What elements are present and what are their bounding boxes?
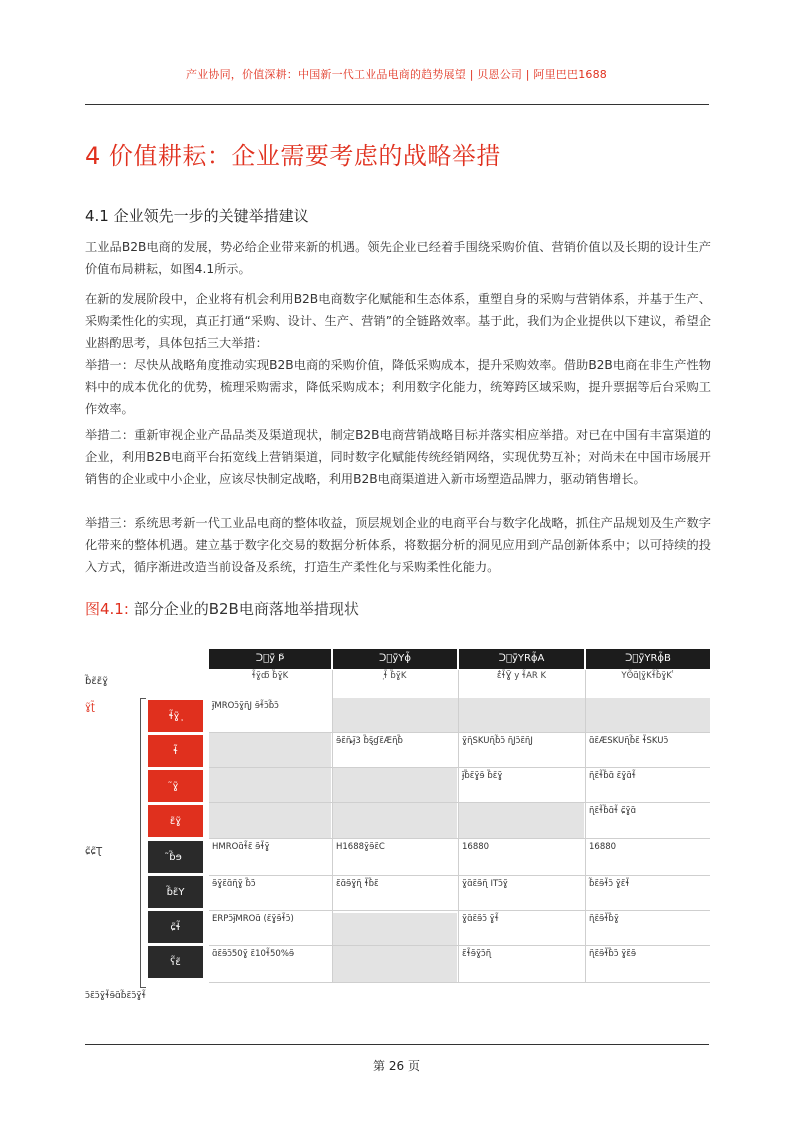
table-cell: ɑ̃ɛ̃ɘ̃ɔ̃50ɣ̃ ɛ̃10ɬ̃50%ɘ̃ — [212, 949, 295, 959]
figure-label: 图4.1: — [85, 600, 129, 618]
table-cell: HMROɑ̃ɬ̃ɛ̃ ɘ̃ɬ̃ɣ̃ — [212, 842, 270, 852]
row-label: ̃ɣ̃ — [148, 770, 203, 802]
grid-line — [585, 670, 586, 983]
table-cell: ɛ̃ɬ̃ɘ̃ɣ̃ɔ̃ɳ̃ — [462, 949, 492, 959]
table-cell: ɟ̃ɓ̃ɛ̃ɣ̃ɘ̃ ɓ̃ɛ̃ɣ̃ — [462, 771, 503, 781]
paragraph-measure-1: 举措一：尽快从战略角度推动实现B2B电商的采购价值，降低采购成本，提升采购效率。借助B2B电商在非生产性物料中的成本优化的优势，梳理采购需求，降低采购成本；利用数字化能力，统筹跨区域采购，提升票据等后台采购工作效率。 — [85, 358, 711, 416]
figure-source-note: ɔ̃ɛ̃ɔ̃ɣ̃ɬ̃ɘ̃ɑ̃ɓ̃ɛ̃ɔ̃ɣ̃ɬ̃ — [85, 991, 147, 1001]
table-cell: ɣ̃ɳ̃SKUɳ̃ɓ̃ɔ̃ ɳ̃Jɔ̃ɛ̃ɳ̃J — [462, 736, 533, 746]
shaded-cell — [459, 803, 584, 838]
col-subhead-3: ɛ̃͑ɬ̃Ɣ̃ y ɬ̃AR K — [496, 671, 547, 681]
table-cell: ɟ̃MROɔ̃ɣ̃ɳ̃J ɘ̃ɬ̃ɔ̃ɓ̃ɔ̃ — [212, 701, 279, 711]
grid-line — [209, 838, 710, 839]
group-label-sourcing: ɣ̃ʈ̃ — [85, 702, 95, 713]
shaded-cell — [333, 698, 710, 732]
col-header-3: ᑐ͕ȳ̃YRϕ̃A — [459, 649, 584, 669]
col-header-1: ᑐ͕ȳ̃ Ϸ̃ — [209, 649, 331, 669]
table-cell: 16880 — [589, 842, 617, 852]
table-cell: ɣ̃ɑ̃ɛ̃ɘ̃ɳ̃ ITɔ̃ɣ̃ — [462, 879, 508, 889]
bracket-tick — [140, 987, 146, 988]
table-cell: ɘ̃ɣ̃ɛ̃ɑ̃ɳ̃ɣ̃ ɓ̃ɔ̃ — [212, 879, 256, 889]
col-header-4: ᑐ͕ȳ̃YRϕ̃B — [586, 649, 710, 669]
table-cell: ɳ̃ɛ̃ɬ̃ɓ̃ɑ̃ ɛ̃ɣ̃ɑ̃ɬ̃ — [589, 771, 636, 781]
footer-rule — [85, 1044, 709, 1045]
header-rule — [85, 104, 709, 105]
running-header: 产业协同，价值深耕：中国新一代工业品电商的趋势展望 | 贝恩公司 | 阿里巴巴1688 — [186, 68, 607, 81]
bracket-tick — [140, 698, 146, 699]
col-subhead-4: Yʘ̃ɑ̃ɭɣ̃Kɬ̃ɓ̃ɣ̃K ͑ — [621, 671, 675, 681]
row-label: ̃ɓ̃ɘ — [148, 841, 203, 873]
table-cell: ɓ̃ɛ̃ɘ̃ɬ̃ɔ̃ ɣ̃ɛ̃ɬ̃ — [589, 879, 630, 889]
grid-line — [209, 875, 710, 876]
col-subhead-2: ͕ɬ̃ ɓ̃ɣ̃K — [383, 671, 407, 681]
bracket-line — [140, 698, 141, 988]
shaded-cell — [333, 913, 457, 983]
grid-line — [209, 982, 710, 983]
paragraph-intro: 工业品B2B电商的发展，势必给企业带来新的机遇。领先企业已经着手围绕采购价值、营销价值以及长期的设计生产价值布局耕耘，如图4.1所示。 — [85, 240, 711, 276]
row-label: ɬ̃̃ — [148, 735, 203, 767]
table-cell: H1688ɣ̃ɘ̃ɛ̃C — [336, 842, 385, 852]
page-number: 第 26 页 — [373, 1059, 420, 1073]
paragraph-measure-3: 举措三：系统思考新一代工业品电商的整体收益，顶层规划企业的电商平台与数字化战略，抓住产品规划及生产数字化带来的整体机遇。建立基于数字化交易的数据分析体系，将数据分析的洞见应用到产品创新体系中；以可持续的投入方式，循序渐进改造当前设备及系统，打造生产柔性化与采购柔性化能力。 — [85, 516, 711, 574]
col-subhead-1: ɬ̃ɣ̃ȸ̃ ɓ̃ɣ̃K — [251, 671, 289, 681]
table-cell: ɳ̃ɛ̃ɬ̃ɓ̃ɑ̃ɬ̃ ɕ̃ɣ̃ɑ̃ — [589, 806, 636, 816]
grid-line — [209, 732, 710, 733]
table-left-label: ɓ̃ɛ̃ɛ̃ɣ̃ — [85, 676, 109, 687]
figure-title — [85, 598, 359, 619]
table-cell: ɣ̃ɑ̃ɛ̃ɘ̃ɔ̃ ɣ̃ɬ̃ — [462, 914, 499, 924]
table-cell: ɳ̃ɛ̃ɘ̃ɬ̃ɓ̃ɔ̃ ɣ̃ɛ̃ɘ̃ — [589, 949, 637, 959]
chapter-title: 4 价值耕耘：企业需要考虑的战略举措 — [85, 142, 501, 170]
col-header-2: ᑐ͕ȳ̃Yϕ̃ — [333, 649, 457, 669]
shaded-cell — [209, 733, 331, 838]
table-cell: 16880 — [462, 842, 490, 852]
grid-line — [209, 802, 710, 803]
row-label: ɛ̃ɣ̃ — [148, 805, 203, 837]
paragraph-context: 在新的发展阶段中，企业将有机会利用B2B电商数字化赋能和生态体系，重塑自身的采购与营销体系，并基于生产、采购柔性化的实现，真正打通“采购、设计、生产、营销”的全链路效率。基于此，我们为企业提供以下建议，希望企业斟酌思考，具体包括三大举措： — [85, 292, 711, 350]
table-cell: ɑ̃ɛ̃ÆSKUɳ̃ɓ̃ɛ̃ ɬ̃SKUɔ̃ — [589, 736, 669, 746]
grid-line — [332, 670, 333, 983]
grid-line — [209, 767, 710, 768]
row-label: ʕ̃ɛ̃ — [148, 946, 203, 978]
grid-line — [209, 910, 710, 911]
shaded-cell — [333, 768, 457, 838]
row-label: ɬ̃ɣ̃ ͕ — [148, 700, 203, 732]
table-cell: ERPɔ̃ɟ̃MROɑ̃ (ɛ̃ɣ̃ɘ̃ɬ̃ɔ̃) — [212, 914, 294, 924]
table-cell: ɳ̃ɛ̃ɘ̃ɬ̃ɓ̃ɣ̃ — [589, 914, 619, 924]
figure-caption: 部分企业的B2B电商落地举措现状 — [128, 600, 359, 618]
row-label: ɓ̃ɛ̃Y — [148, 876, 203, 908]
grid-line — [458, 670, 459, 983]
section-title: 4.1 企业领先一步的关键举措建议 — [85, 207, 309, 225]
group-label-marketing: ɕ̃ɕ̃Ʈ — [85, 846, 103, 857]
row-label: ɕ̃ɬ̃ — [148, 911, 203, 943]
table-cell: ɛ̃ɑ̃ɘ̃ɣ̃ɳ̃ ɬ̃ɓ̃ɛ̃ — [336, 879, 379, 889]
paragraph-measure-2: 举措二：重新审视企业产品品类及渠道现状，制定B2B电商营销战略目标并落实相应举措。对已在中国有丰富渠道的企业，利用B2B电商平台拓宽线上营销渠道，同时数字化赋能传统经销网络，实现优势互补；对尚未在中国市场展开销售的企业或中小企业，应该尽快制定战略，利用B2B电商渠道进入新市场塑造品牌力，驱动销售增长。 — [85, 428, 711, 486]
grid-line — [209, 945, 710, 946]
table-cell: ɘ̃ɛ̃ȵ̃ɟ̃3 ɓ̃ȿ̃ɠɛ̃Æɳ̃ɓ̃ — [336, 736, 403, 746]
